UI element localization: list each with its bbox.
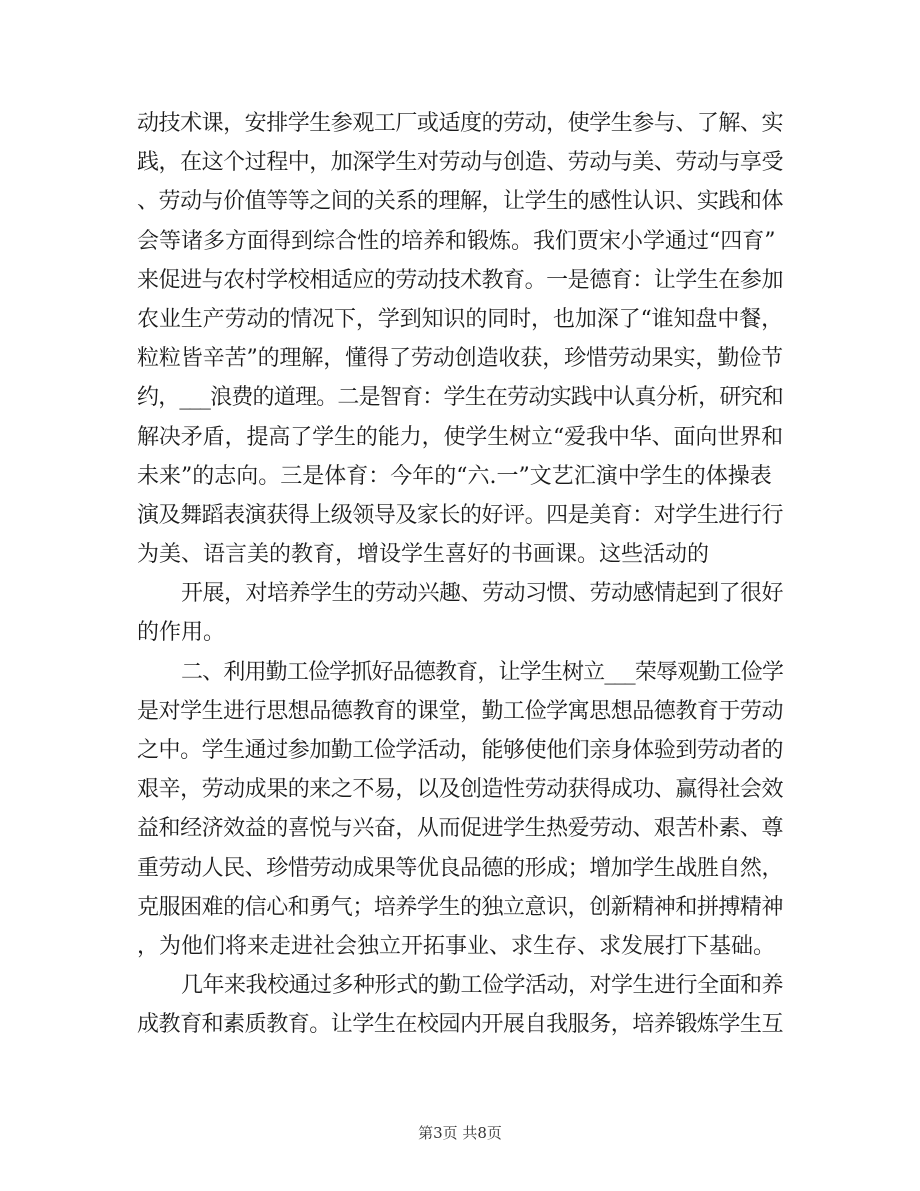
text-line: 重劳动人民、珍惜劳动成果等优良品德的形成；增加学生战胜自然， (137, 855, 783, 881)
text-line: ，为他们将来走进社会独立开拓事业、求生存、求发展打下基础。 (137, 933, 776, 959)
text-line: 是对学生进行思想品德教育的课堂，勤工俭学寓思想品德教育于劳动 (137, 698, 783, 724)
body-text (137, 104, 783, 1045)
page-number: 第3页 共8页 (418, 1124, 502, 1142)
text-line: 克服困难的信心和勇气；培养学生的独立意识，创新精神和拼搏精神 (137, 894, 783, 920)
text-line: 几年来我校通过多种形式的勤工俭学活动，对学生进行全面和养 (181, 973, 783, 999)
text-line: 粒粒皆辛苦”的理解，懂得了劳动创造收获，珍惜劳动果实，勤俭节 (137, 346, 783, 372)
text-line: 、劳动与价值等等之间的关系的理解，让学生的感性认识、实践和体 (137, 189, 783, 215)
text-line: 艰辛，劳动成果的来之不易，以及创造性劳动获得成功、赢得社会效 (137, 777, 783, 803)
text-line: 会等诸多方面得到综合性的培养和锻炼。我们贾宋小学通过“四育” (137, 228, 776, 254)
text-line: 解决矛盾，提高了学生的能力，使学生树立“爱我中华、面向世界和 (137, 424, 783, 450)
text-line: 演及舞蹈表演获得上级领导及家长的好评。四是美育：对学生进行行 (137, 502, 783, 528)
text-line: 开展，对培养学生的劳动兴趣、劳动习惯、劳动感情起到了很好 (181, 581, 783, 607)
text-line: 之中。学生通过参加勤工俭学活动，能够使他们亲身体验到劳动者的 (137, 738, 783, 763)
text-line: 未来”的志向。三是体育：今年的“六.一”文艺汇演中学生的体操表 (137, 463, 772, 489)
text-line: 践，在这个过程中，加深学生对劳动与创造、劳动与美、劳动与享受 (137, 150, 783, 176)
text-line: 成教育和素质教育。让学生在校园内开展自我服务，培养锻炼学生互 (137, 1012, 783, 1038)
text-line: 动技术课，安排学生参观工厂或适度的劳动，使学生参与、了解、实 (137, 111, 783, 136)
text-line: 二、利用勤工俭学抓好品德教育，让学生树立___荣辱观勤工俭学 (181, 659, 783, 685)
text-line: 约，___浪费的道理。二是智育：学生在劳动实践中认真分析，研究和 (137, 385, 783, 411)
text-line: 来促进与农村学校相适应的劳动技术教育。一是德育：让学生在参加 (137, 267, 783, 293)
text-line: 为美、语言美的教育，增设学生喜好的书画课。这些活动的 (137, 542, 710, 568)
text-line: 益和经济效益的喜悦与兴奋，从而促进学生热爱劳动、艰苦朴素、尊 (137, 816, 783, 842)
text-line: 的作用。 (137, 620, 226, 646)
text-line: 农业生产劳动的情况下，学到知识的同时，也加深了“谁知盘中餐， (137, 306, 783, 332)
